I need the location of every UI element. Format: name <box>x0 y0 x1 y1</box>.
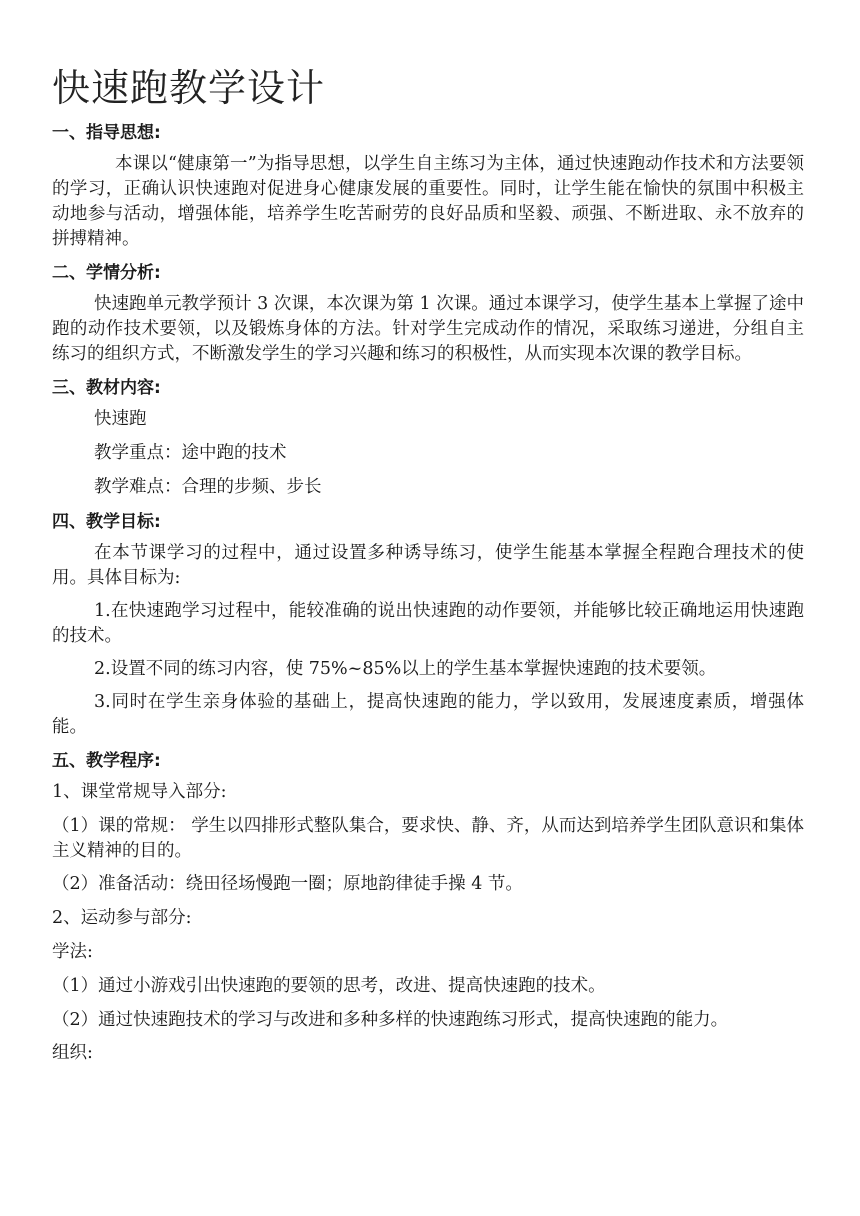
section-heading-guiding-ideology: 一、指导思想: <box>52 123 161 143</box>
paragraph-procedure-part-2: 2、运动参与部分: <box>52 908 192 928</box>
section-heading-teaching-content: 三、教材内容: <box>52 378 161 398</box>
paragraph-procedure-part-1: 1、课堂常规导入部分: <box>52 782 227 802</box>
paragraph-organization: 组织: <box>52 1043 93 1063</box>
paragraph-procedure-routine: （1）课的常规： 学生以四排形式整队集合，要求快、静、齐，从而达到培养学生团队意识和集体主义精神的目的。 <box>52 816 804 861</box>
paragraph-objective-3: 3.同时在学生亲身体验的基础上，提高快速跑的能力，学以致用，发展速度素质，增强体能。 <box>52 692 804 737</box>
paragraph-guiding-ideology: 本课以“健康第一”为指导思想，以学生自主练习为主体，通过快速跑动作技术和方法要领的学习，正确认识快速跑对促进身心健康发展的重要性。同时，让学生能在愉快的氛围中积极主动地参与活动，增强体能，培养学生吃苦耐劳的良好品质和坚毅、顽强、不断进取、永不放弃的拼搏精神。 <box>52 154 804 249</box>
section-heading-teaching-objectives: 四、教学目标: <box>52 512 161 532</box>
paragraph-content-difficulty: 教学难点：合理的步频、步长 <box>94 477 322 497</box>
paragraph-content-key-point: 教学重点：途中跑的技术 <box>94 443 287 463</box>
paragraph-method-1: （1）通过小游戏引出快速跑的要领的思考，改进、提高快速跑的技术。 <box>52 976 606 996</box>
paragraph-objective-1: 1.在快速跑学习过程中，能较准确的说出快速跑的动作要领，并能够比较正确地运用快速跑的技术。 <box>52 601 804 646</box>
paragraph-content-topic: 快速跑 <box>94 409 147 429</box>
paragraph-method-2: （2）通过快速跑技术的学习与改进和多种多样的快速跑练习形式，提高快速跑的能力。 <box>52 1010 729 1030</box>
document-page <box>52 62 804 1075</box>
paragraph-student-analysis: 快速跑单元教学预计 3 次课，本次课为第 1 次课。通过本课学习，使学生基本上掌握了途中跑的动作技术要领，以及锻炼身体的方法。针对学生完成动作的情况，采取练习递进，分组自主练习的组织方式，不断激发学生的学习兴趣和练习的积极性，从而实现本次课的教学目标。 <box>52 294 804 364</box>
paragraph-objectives-intro: 在本节课学习的过程中，通过设置多种诱导练习，使学生能基本掌握全程跑合理技术的使用。具体目标为: <box>52 543 804 588</box>
section-heading-student-analysis: 二、学情分析: <box>52 263 161 283</box>
paragraph-learning-method: 学法: <box>52 942 93 962</box>
paragraph-procedure-warmup: （2）准备活动：绕田径场慢跑一圈；原地韵律徒手操 4 节。 <box>52 874 523 894</box>
document-title: 快速跑教学设计 <box>52 66 326 110</box>
paragraph-objective-2: 2.设置不同的练习内容，使 75%~85%以上的学生基本掌握快速跑的技术要领。 <box>94 659 717 679</box>
section-heading-teaching-procedure: 五、教学程序: <box>52 751 161 771</box>
